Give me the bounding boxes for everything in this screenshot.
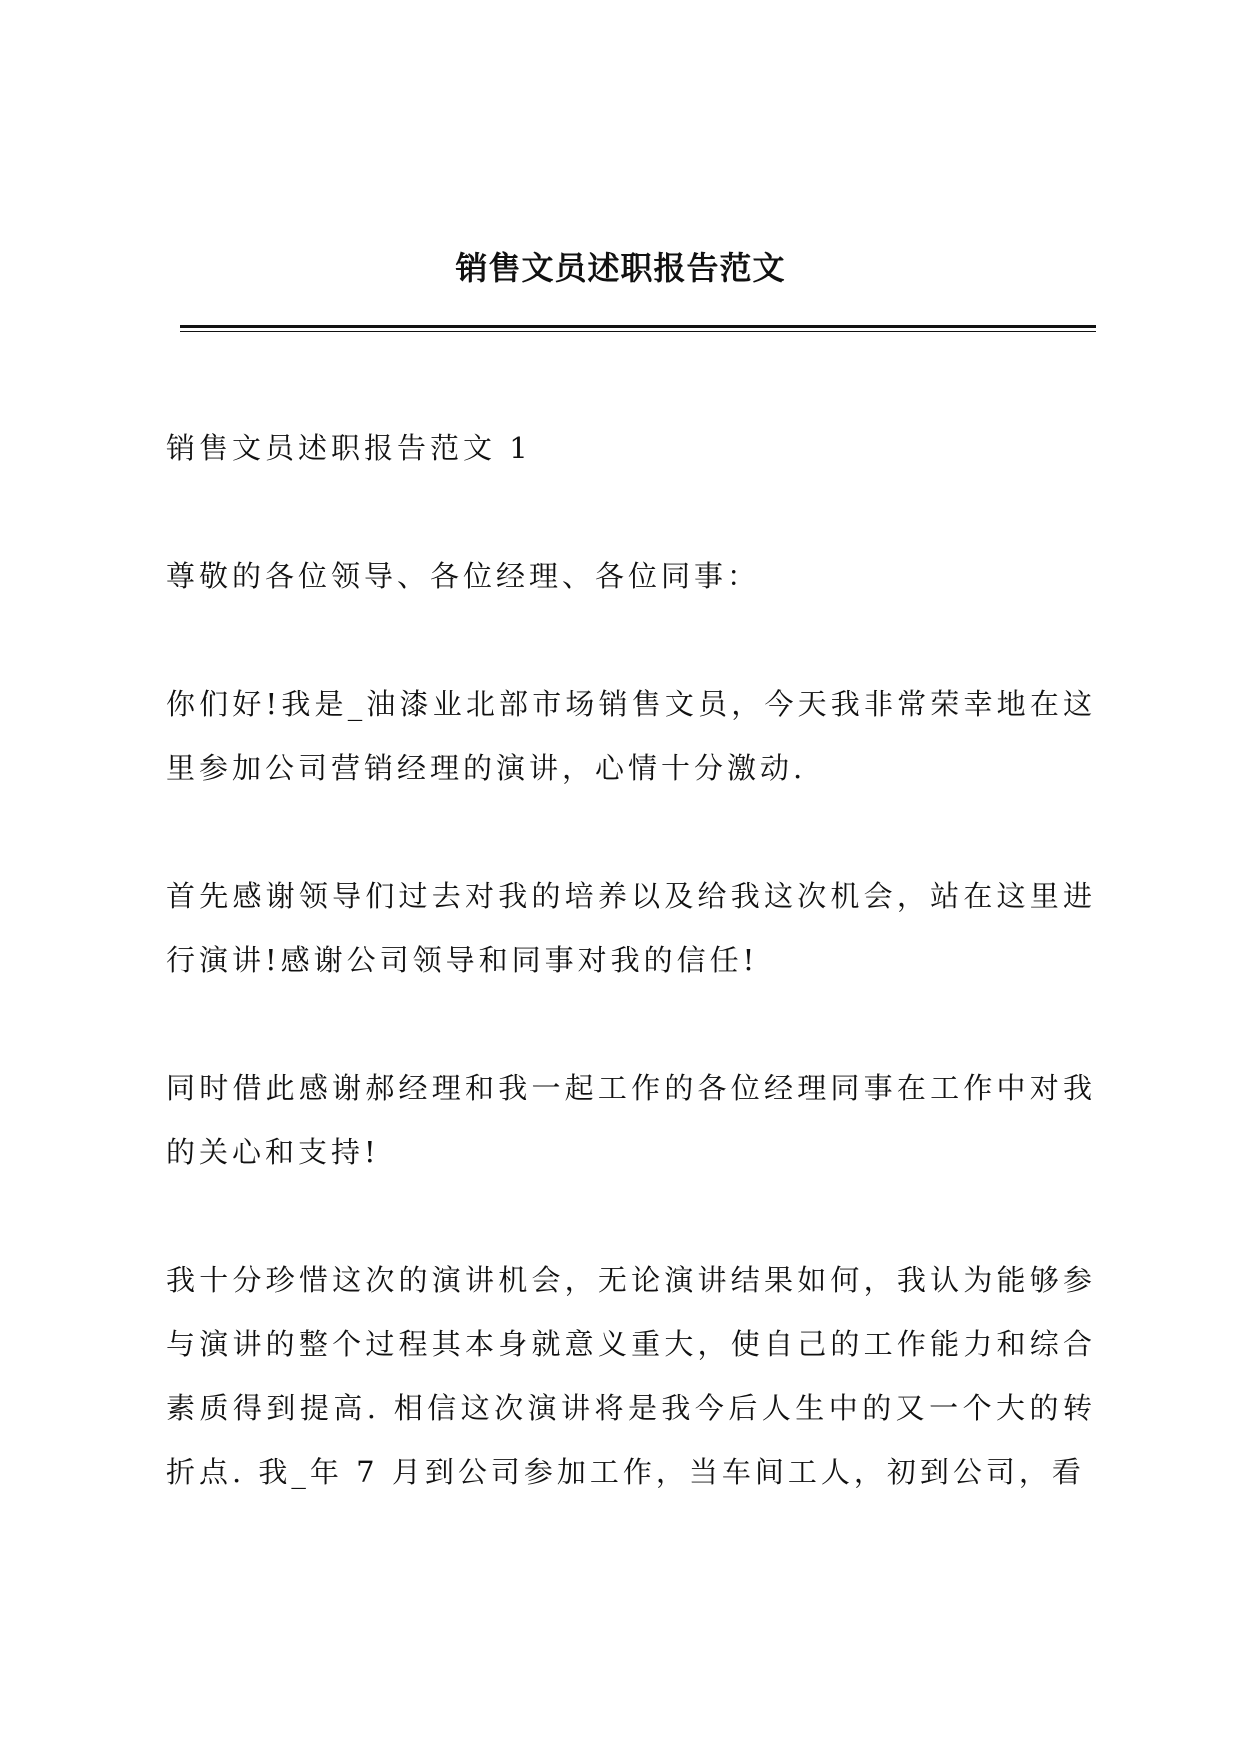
section-heading: 销售文员述职报告范文 1 (166, 431, 532, 465)
document-title: 销售文员述职报告范文 (455, 249, 786, 287)
body-paragraph: 我十分珍惜这次的演讲机会，无论演讲结果如何，我认为能够参与演讲的整个过程其本身就意义重大，使自己的工作能力和综合素质得到提高. 相信这次演讲将是我今后人生中的又一个大的转折点. 我_年 7 月到公司参加工作，当车间工人，初到公司，看 (166, 1263, 1096, 1489)
title-rule-thick (180, 325, 1096, 328)
body-paragraph: 同时借此感谢郝经理和我一起工作的各位经理同事在工作中对我的关心和支持! (166, 1071, 1096, 1169)
body-paragraph: 首先感谢领导们过去对我的培养以及给我这次机会，站在这里进行演讲!感谢公司领导和同事对我的信任! (166, 879, 1096, 977)
document-body (166, 416, 1096, 1568)
body-paragraph: 你们好!我是_油漆业北部市场销售文员，今天我非常荣幸地在这里参加公司营销经理的演讲，心情十分激动. (166, 687, 1096, 785)
salutation: 尊敬的各位领导、各位经理、各位同事： (166, 559, 761, 593)
title-rule-thin (180, 331, 1096, 332)
